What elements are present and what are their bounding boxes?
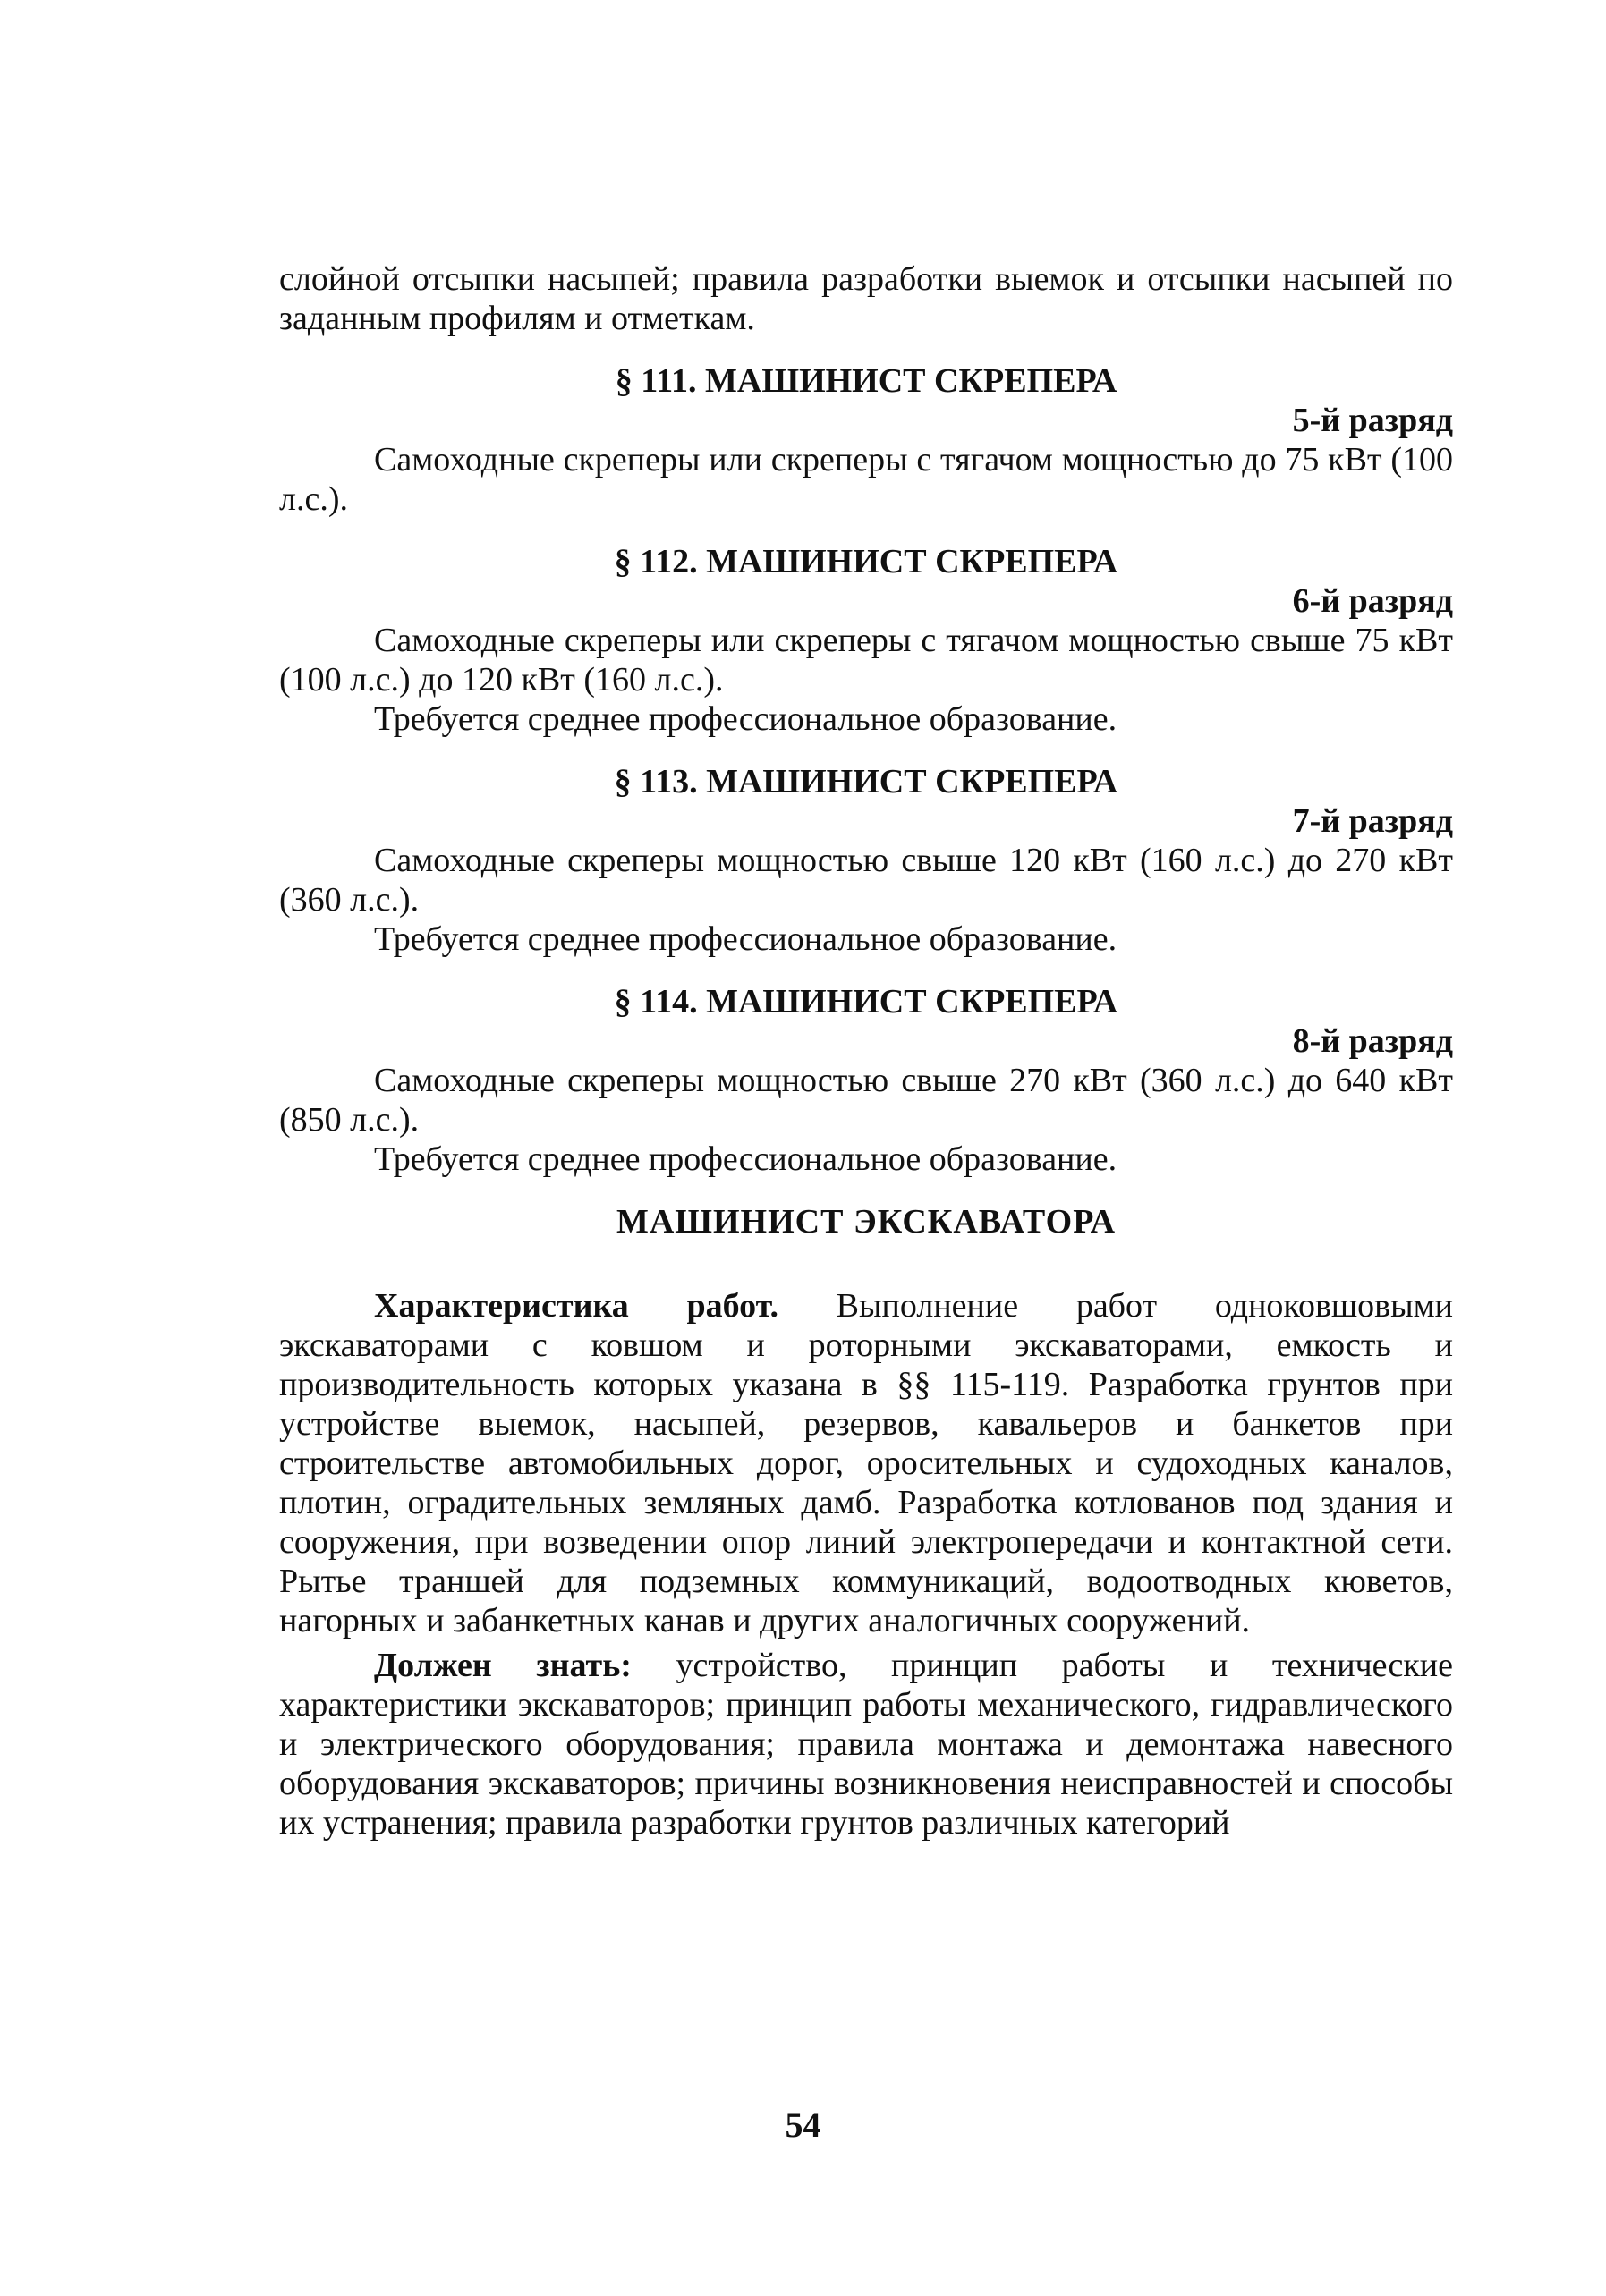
work-characteristics-paragraph bbox=[279, 1286, 1453, 1640]
must-know-label: Должен знать: bbox=[374, 1647, 632, 1684]
section-111 bbox=[279, 361, 1453, 519]
excavator-title: МАШИНИСТ ЭКСКАВАТОРА bbox=[616, 1203, 1117, 1241]
work-characteristics-label: Характеристика работ. bbox=[374, 1287, 778, 1325]
section-112 bbox=[279, 542, 1453, 739]
excavator-section bbox=[279, 1202, 1453, 1843]
section-rank: 7-й разряд bbox=[1292, 802, 1453, 840]
section-rank: 8-й разряд bbox=[1292, 1022, 1453, 1060]
section-text: Самоходные скреперы или скреперы с тягачом мощностью до 75 кВт (100 л.с.). bbox=[279, 441, 1453, 518]
page-number: 54 bbox=[785, 2105, 821, 2145]
work-characteristics-text: Выполнение работ одноковшовыми экскаваторами с ковшом и роторными экскаваторами, емкость и производительность которых указана в §§ 115-119. Разработка грунтов при устройстве выемок, насыпей, резервов, кавальеров и банкетов при строительстве автомобильных дорог, оросительных и судоходных каналов, плотин, оградительных земляных дамб. Разработка котлованов под здания и сооружения, при возведении опор линий электропередачи и контактной сети. Рытье траншей для подземных коммуникаций, водоотводных кюветов, нагорных и забанкетных канав и других аналогичных сооружений. bbox=[279, 1287, 1454, 1639]
section-title: § 112. МАШИНИСТ СКРЕПЕРА bbox=[614, 543, 1118, 580]
intro-paragraph: слойной отсыпки насыпей; правила разработки выемок и отсыпки насыпей по заданным профилям и отметкам. bbox=[279, 260, 1453, 337]
section-note: Требуется среднее профессиональное образование. bbox=[374, 920, 1117, 958]
section-note: Требуется среднее профессиональное образование. bbox=[374, 700, 1117, 738]
page-content bbox=[279, 259, 1453, 1843]
must-know-text: устройство, принцип работы и технические характеристики экскаваторов; принцип работы механического, гидравлического и электрического оборудования; правила монтажа и демонтажа навесного оборудования экскаваторов; причины возникновения неисправностей и способы их устранения; правила разработки грунтов различных категорий bbox=[279, 1647, 1454, 1842]
section-title: § 113. МАШИНИСТ СКРЕПЕРА bbox=[614, 763, 1118, 801]
section-note: Требуется среднее профессиональное образование. bbox=[374, 1140, 1117, 1178]
section-114 bbox=[279, 982, 1453, 1179]
section-text: Самоходные скреперы или скреперы с тягачом мощностью свыше 75 кВт (100 л.с.) до 120 кВт (160 л.с.). bbox=[279, 622, 1453, 699]
section-title: § 114. МАШИНИСТ СКРЕПЕРА bbox=[614, 983, 1118, 1021]
must-know-paragraph bbox=[279, 1646, 1453, 1843]
section-title: § 111. МАШИНИСТ СКРЕПЕРА bbox=[615, 362, 1117, 400]
section-text: Самоходные скреперы мощностью свыше 120 кВт (160 л.с.) до 270 кВт (360 л.с.). bbox=[279, 842, 1453, 919]
section-rank: 5-й разряд bbox=[1292, 402, 1453, 439]
section-text: Самоходные скреперы мощностью свыше 270 кВт (360 л.с.) до 640 кВт (850 л.с.). bbox=[279, 1062, 1453, 1139]
section-113 bbox=[279, 762, 1453, 959]
section-rank: 6-й разряд bbox=[1292, 582, 1453, 620]
